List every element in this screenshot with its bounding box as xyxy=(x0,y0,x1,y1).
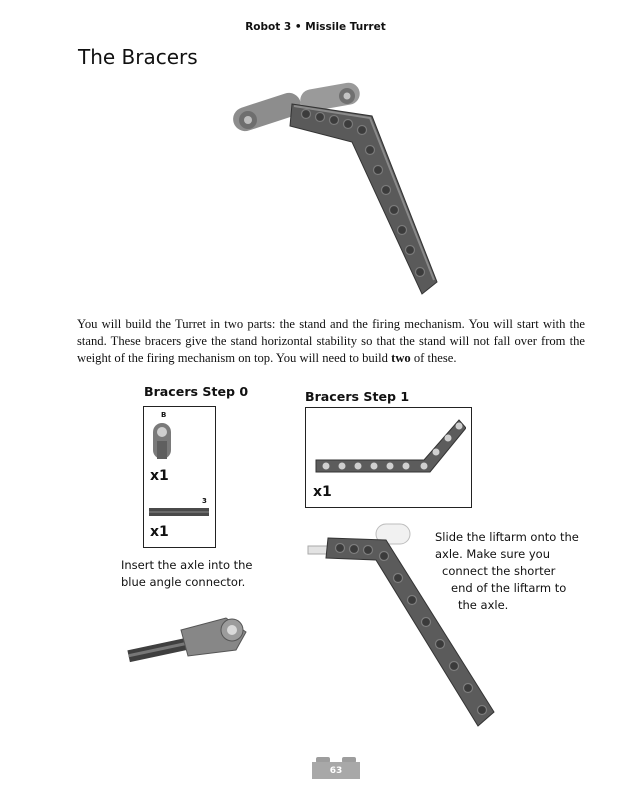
step0-title: Bracers Step 0 xyxy=(144,384,249,399)
step1-title: Bracers Step 1 xyxy=(305,389,410,404)
intro-paragraph: You will build the Turret in two parts: the stand and the firing mechanism. You will start with the stand. These bracers give the stand horizontal stability so that the stand will not fall over from the weight of the firing mechanism on top. You will need to build two of these. xyxy=(77,317,585,365)
axle-qty: x1 xyxy=(150,524,169,540)
step0-caption: Insert the axle into the blue angle connector. xyxy=(121,558,253,589)
step1-caption: Slide the liftarm onto the axle. Make sure you connect the shorter end of the liftarm to the axle. xyxy=(435,530,579,612)
bent-liftarm-icon xyxy=(314,416,466,476)
section-title: The Bracers xyxy=(78,45,198,69)
step1-parts-box xyxy=(305,407,472,508)
axle-icon xyxy=(148,507,210,517)
axle-length-label: 3 xyxy=(202,497,207,505)
step0-assembly-illustration xyxy=(126,610,252,670)
part-b-label: B xyxy=(161,411,167,419)
angle-connector-icon xyxy=(151,421,173,461)
liftarm-qty: x1 xyxy=(313,484,332,500)
page-number: 63 xyxy=(329,766,343,776)
step0-parts-box xyxy=(143,406,216,548)
intro-emphasis: two xyxy=(391,351,411,365)
bracer-assembly-illustration xyxy=(222,82,462,302)
running-head: Robot 3 • Missile Turret xyxy=(245,21,386,33)
part-b-qty: x1 xyxy=(150,468,169,484)
